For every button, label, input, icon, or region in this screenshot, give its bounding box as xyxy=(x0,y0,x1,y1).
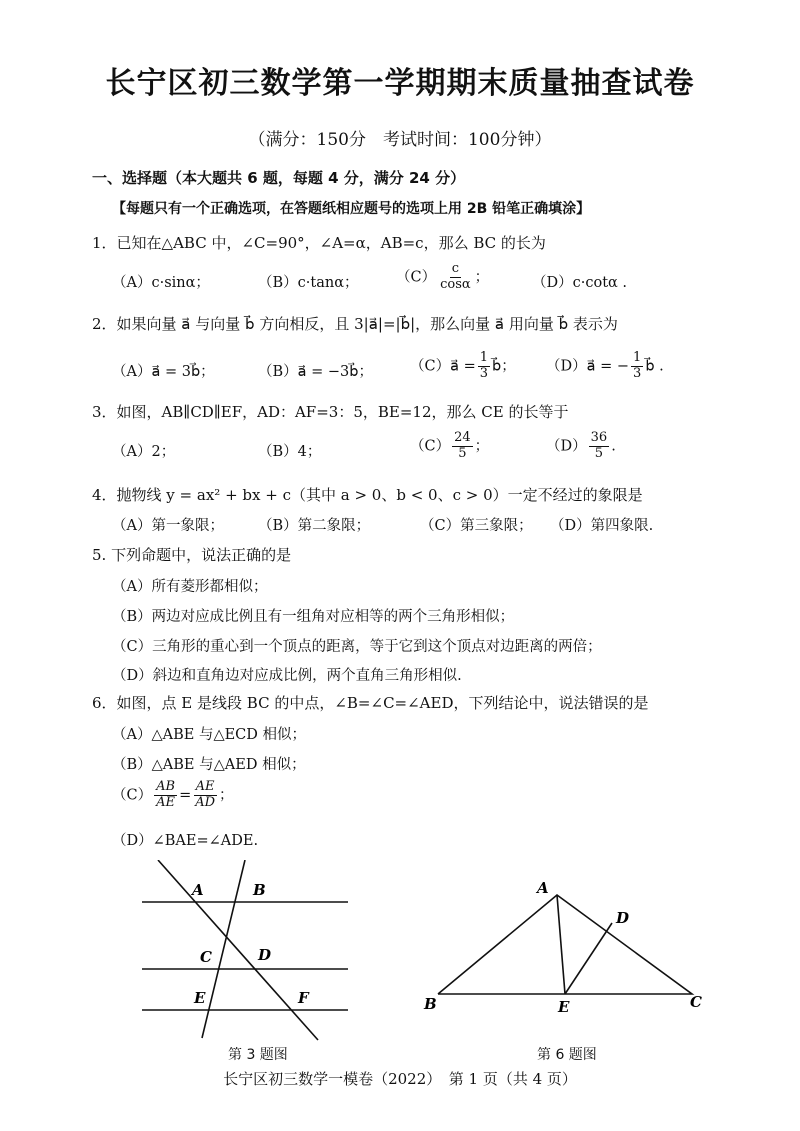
figure-3-caption: 第 3 题图 xyxy=(228,1047,288,1063)
fraction-numerator: 36 xyxy=(590,430,608,445)
fraction-numerator: AB xyxy=(156,779,176,794)
q6-option-c-tail: ； xyxy=(219,787,234,804)
fraction-numerator: 1 xyxy=(633,350,642,365)
question-2-stem: 2．如果向量 a⃗ 与向量 b⃗ 方向相反，且 3|a⃗|=|b⃗|，那么向量 a⃗ 用向量 b⃗ 表示为 xyxy=(92,315,618,333)
figure-6-diagram xyxy=(420,875,710,1020)
q2-option-d xyxy=(546,351,664,382)
q2-option-b: （B）a⃗ = −3b⃗； xyxy=(258,364,373,380)
q2-option-c-label: （C）a⃗ = xyxy=(410,358,476,375)
question-3-stem: 3．如图，AB∥CD∥EF，AD：AF=3：5，BE=12，那么 CE 的长等于 xyxy=(92,403,569,421)
segment-ed xyxy=(565,923,612,994)
q2-option-d-label: （D）a⃗ = − xyxy=(546,358,630,375)
q2-option-c-tail: b⃗； xyxy=(492,358,516,375)
q4-option-b: （B）第二象限； xyxy=(258,518,371,534)
q6-option-b: （B）△ABE 与△AED 相似； xyxy=(112,757,306,773)
fraction-numerator: 24 xyxy=(454,430,471,445)
label-d: D xyxy=(258,946,272,964)
question-5-stem: 5. 下列命题中，说法正确的是 xyxy=(92,546,292,564)
instruction: 【每题只有一个正确选项，在答题纸相应题号的选项上用 2B 铅笔正确填涂】 xyxy=(112,201,591,217)
label-b: B xyxy=(424,995,437,1013)
label-f: F xyxy=(298,989,309,1007)
q5-option-c: （C）三角形的重心到一个顶点的距离，等于它到这个顶点对边距离的两倍； xyxy=(112,639,602,655)
fraction-numerator: AE xyxy=(195,779,215,794)
q5-option-b: （B）两边对应成比例且有一组角对应相等的两个三角形相似； xyxy=(112,609,515,625)
label-c: C xyxy=(200,948,212,966)
exam-subtitle: （满分：150分 考试时间：100分钟） xyxy=(248,130,552,150)
label-e: E xyxy=(558,998,570,1016)
label-c: C xyxy=(690,993,702,1011)
q5-option-d: （D）斜边和直角边对应成比例，两个直角三角形相似. xyxy=(112,668,462,684)
q3-option-c-fraction xyxy=(452,431,473,462)
q1-option-d: （D）c·cotα . xyxy=(532,275,628,291)
section-heading: 一、选择题（本大题共 6 题，每题 4 分，满分 24 分） xyxy=(92,169,466,187)
fraction-denominator: 5 xyxy=(594,445,604,461)
q1-option-b: （B）c·tanα； xyxy=(258,275,359,291)
q2-option-d-tail: b⃗ . xyxy=(645,358,664,375)
question-4-stem: 4．抛物线 y = ax² + bx + c（其中 a > 0、b < 0、c > 0）一定不经过的象限是 xyxy=(92,486,643,504)
q4-option-a: （A）第一象限； xyxy=(112,518,224,534)
label-a: A xyxy=(192,881,204,899)
fraction-denominator: cosα xyxy=(440,276,471,292)
fraction-numerator: 1 xyxy=(479,350,489,365)
question-6-stem: 6．如图，点 E 是线段 BC 的中点，∠B=∠C=∠AED，下列结论中，说法错误的是 xyxy=(92,694,649,712)
q3-option-d-label: （D） xyxy=(546,438,587,455)
label-e: E xyxy=(194,989,206,1007)
fraction-denominator: AE xyxy=(156,794,176,810)
q1-option-a: （A）c·sinα； xyxy=(112,275,210,291)
q2-option-d-fraction xyxy=(631,351,643,382)
q6-option-c: （C） $\frac{AB}{AE}$ = $\frac{AE}{AD}$ ； xyxy=(112,779,234,810)
q4-option-d: （D）第四象限. xyxy=(550,518,654,534)
label-b: B xyxy=(253,881,266,899)
triangle-abc xyxy=(438,895,692,994)
fraction-denominator: AD xyxy=(195,794,216,810)
q3-option-b: （B）4； xyxy=(258,444,322,460)
label-d: D xyxy=(616,909,630,927)
q2-option-c-fraction xyxy=(478,351,490,382)
fraction-denominator: 3 xyxy=(479,365,489,381)
label-a: A xyxy=(537,879,549,897)
page-footer: 长宁区初三数学一模卷（2022） 第 1 页（共 4 页） xyxy=(223,1070,577,1088)
figure-3-diagram xyxy=(130,860,370,1050)
q3-option-c: （C） $\frac{24}{5}$ ； xyxy=(410,430,490,461)
q6-option-a: （A）△ABE 与△ECD 相似； xyxy=(112,727,307,743)
q1-option-c-fraction xyxy=(438,262,473,293)
q6-option-d: （D）∠BAE=∠ADE. xyxy=(112,833,259,849)
q1-option-c: （C） $\frac{c}{\cos\alpha}$ ； xyxy=(396,261,490,292)
segment-ae xyxy=(557,895,565,994)
fraction-numerator: c xyxy=(451,261,460,276)
figure-6-caption: 第 6 题图 xyxy=(537,1047,597,1063)
q3-option-d: （D） $\frac{36}{5}$ . xyxy=(546,430,616,461)
q4-option-c: （C）第三象限； xyxy=(420,518,533,534)
q5-option-a: （A）所有菱形都相似； xyxy=(112,579,268,595)
q6-option-c-label: （C） xyxy=(112,787,153,804)
fraction-denominator: 3 xyxy=(633,365,642,381)
q3-option-a: （A）2； xyxy=(112,444,176,460)
question-1-stem: 1．已知在△ABC 中，∠C=90°，∠A=α，AB=c，那么 BC 的长为 xyxy=(92,234,546,252)
q3-option-d-fraction xyxy=(589,431,610,462)
q1-option-c-label: （C） xyxy=(396,269,437,286)
q2-option-c xyxy=(410,351,516,382)
fraction-denominator: 5 xyxy=(458,445,467,461)
exam-title: 长宁区初三数学第一学期期末质量抽查试卷 xyxy=(105,66,695,101)
q6-fraction-left xyxy=(154,780,177,811)
q3-option-c-label: （C） xyxy=(410,438,451,455)
q6-fraction-right xyxy=(193,780,217,811)
q2-option-a: （A）a⃗ = 3b⃗； xyxy=(112,364,215,380)
